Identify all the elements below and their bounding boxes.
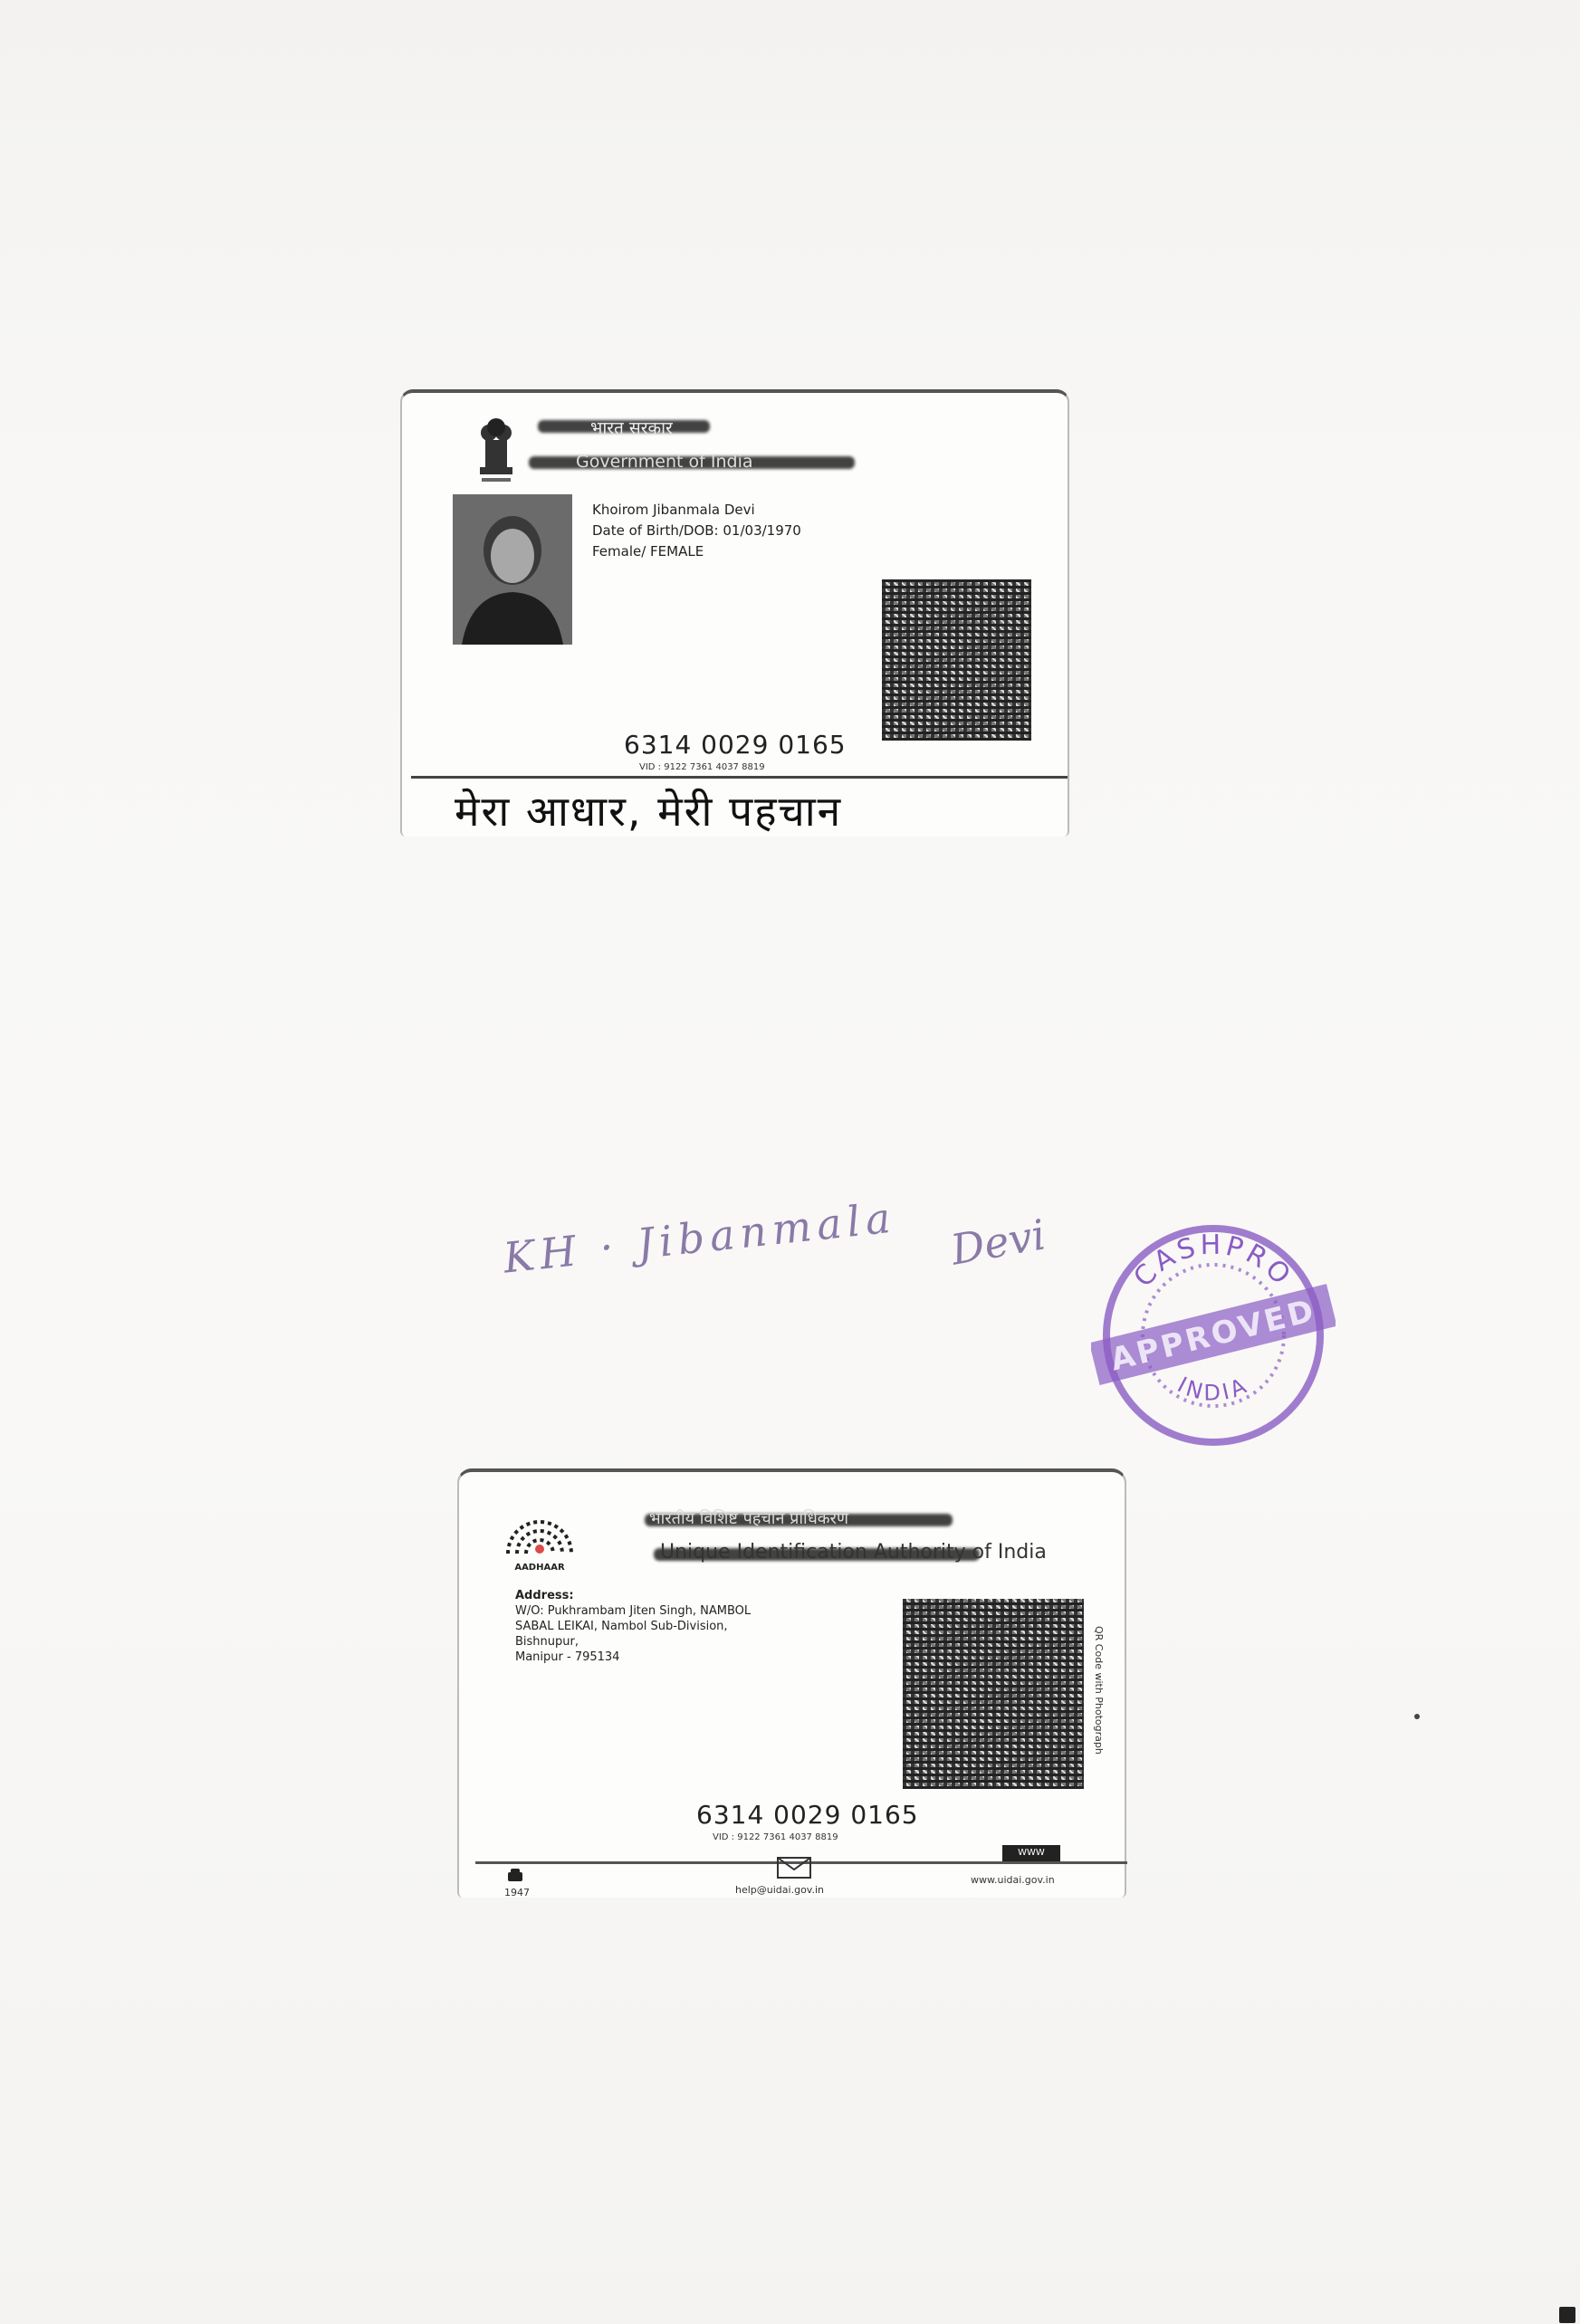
scan-corner-mark: [1559, 2307, 1575, 2323]
svg-text:AADHAAR: AADHAAR: [514, 1563, 565, 1573]
email-icon: [776, 1856, 812, 1879]
vid-number-back: VID : 9122 7361 4037 8819: [713, 1832, 838, 1842]
stamp-top-text: CASHPRO: [1127, 1229, 1299, 1294]
footer-helpline: 1947: [504, 1887, 530, 1898]
aadhaar-number-back: 6314 0029 0165: [696, 1800, 919, 1830]
national-emblem-icon: [473, 413, 520, 489]
address-line-2: SABAL LEIKAI, Nambol Sub-Division,: [515, 1620, 728, 1633]
address-line-4: Manipur - 795134: [515, 1650, 620, 1664]
holder-details: [592, 500, 801, 562]
footer-website: www.uidai.gov.in: [971, 1874, 1055, 1886]
scan-speck: [1414, 1714, 1420, 1719]
tagline: मेरा आधार, मेरी पहचान: [455, 787, 843, 836]
aadhaar-logo-icon: [490, 1508, 589, 1573]
divider: [411, 776, 1068, 779]
aadhaar-card-front: [400, 389, 1069, 837]
signature-tail: Devi: [947, 1210, 1049, 1275]
approved-stamp: [1091, 1213, 1336, 1458]
authority-english: Unique Identification Authority of India: [660, 1541, 1047, 1564]
aadhaar-number: 6314 0029 0165: [624, 730, 847, 760]
holder-name: Khoirom Jibanmala Devi: [592, 502, 755, 518]
qr-code: [882, 579, 1031, 741]
holder-photo: [453, 494, 572, 645]
address-line-3: Bishnupur,: [515, 1635, 579, 1649]
address-block: [515, 1588, 751, 1665]
portrait-icon: [453, 494, 572, 645]
address-label: Address:: [515, 1589, 574, 1602]
address-line-1: W/O: Pukhrambam Jiten Singh, NAMBOL: [515, 1604, 752, 1618]
qr-side-label: QR Code with Photograph: [1093, 1626, 1105, 1755]
footer-email: help@uidai.gov.in: [735, 1884, 824, 1896]
www-badge: WWW: [1002, 1845, 1060, 1861]
phone-icon: [506, 1867, 524, 1885]
vid-number: VID : 9122 7361 4037 8819: [639, 762, 765, 772]
signature: KH · Jibanmala: [501, 1192, 898, 1283]
stamp-middle-text: APPROVED: [1106, 1292, 1320, 1379]
stamp-bottom-text: INDIA: [1173, 1372, 1254, 1406]
holder-dob: Date of Birth/DOB: 01/03/1970: [592, 522, 801, 539]
holder-gender: Female/ FEMALE: [592, 543, 704, 559]
aadhaar-card-back: [457, 1468, 1126, 1898]
gov-english: Government of India: [576, 452, 753, 472]
authority-hindi: भारतीय विशिष्ट पहचान प्राधिकरण: [649, 1509, 848, 1528]
qr-code-back: [903, 1599, 1084, 1789]
gov-hindi: भारत सरकार: [590, 418, 673, 438]
